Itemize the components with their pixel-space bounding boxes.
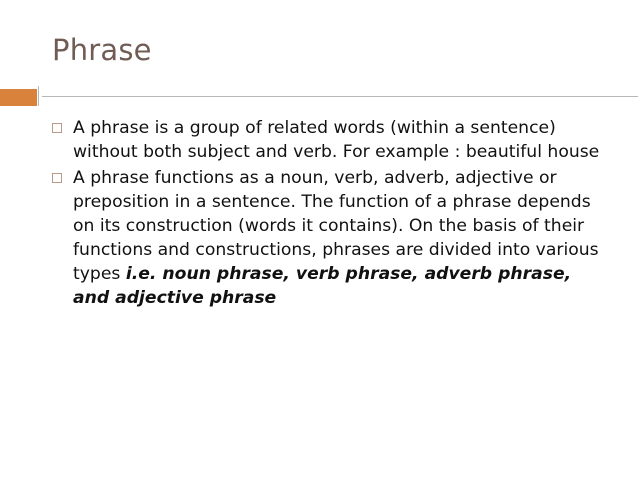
slide-title: Phrase — [52, 33, 152, 67]
bullet-text: A phrase functions as a noun, verb, adverb, adjective or preposition in a sentence. The function of a phrase depends on its construction (words it contains). On the basis of their functions and constructions, phrases are divided into various types — [73, 168, 599, 284]
square-bullet-icon — [52, 123, 62, 133]
divider-tick — [38, 86, 39, 106]
slide-body — [50, 116, 610, 312]
bullet-item-2 — [50, 166, 610, 310]
title-divider — [42, 96, 638, 97]
bullet-text: A phrase is a group of related words (within a sentence) without both subject and verb. For example : beautiful house — [73, 118, 600, 162]
bullet-emphasis: i.e. noun phrase, verb phrase, adverb phrase, and adjective phrase — [73, 264, 572, 308]
square-bullet-icon — [52, 173, 62, 183]
accent-bar — [0, 89, 37, 106]
bullet-item-1 — [50, 116, 610, 164]
